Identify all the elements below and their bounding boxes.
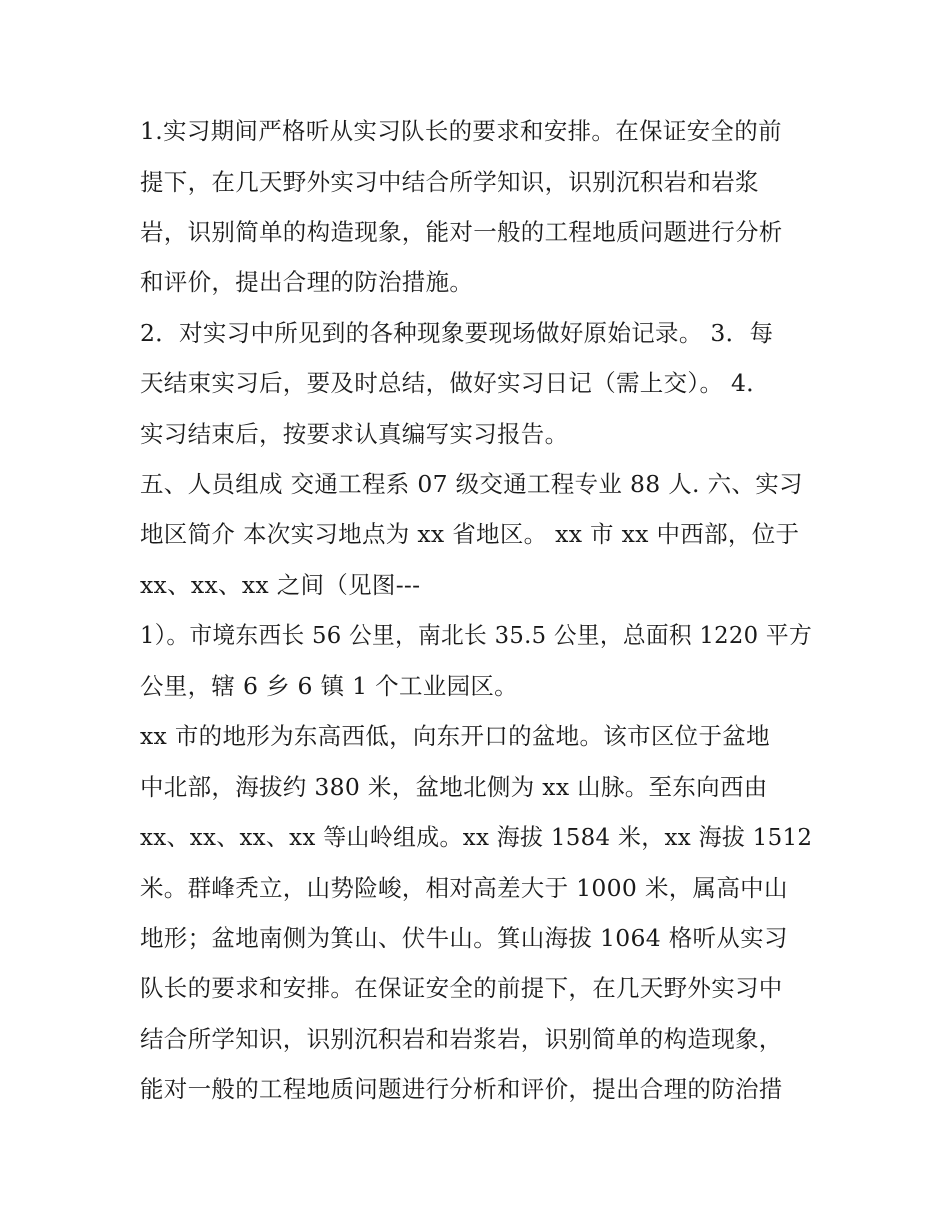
text-line: xx、xx、xx、xx 等山岭组成。xx 海拔 1584 米，xx 海拔 1512 [140, 823, 813, 851]
text-line: 能对一般的工程地质问题进行分析和评价，提出合理的防治措 [140, 1075, 783, 1103]
text-line: 1）。市境东西长 56 公里，南北长 35.5 公里，总面积 1220 平方 [140, 621, 812, 649]
text-line: 地形；盆地南侧为箕山、伏牛山。箕山海拔 1064 格听从实习 [140, 924, 788, 952]
text-line: 中北部，海拔约 380 米，盆地北侧为 xx 山脉。至东向西由 [140, 773, 768, 801]
text-line: 五、人员组成 交通工程系 07 级交通工程专业 88 人. 六、实习 [140, 470, 803, 498]
text-line: 队长的要求和安排。在保证安全的前提下，在几天野外实习中 [140, 974, 783, 1002]
text-line: xx 市的地形为东高西低，向东开口的盆地。该市区位于盆地 [140, 722, 770, 750]
text-line: 提下，在几天野外实习中结合所学知识，识别沉积岩和岩浆 [140, 168, 759, 196]
text-line: 天结束实习后，要及时总结，做好实习日记（需上交）。 4． [140, 369, 771, 397]
text-line: 结合所学知识，识别沉积岩和岩浆岩，识别简单的构造现象， [140, 1025, 783, 1053]
text-line: xx、xx、xx 之间（见图--- [140, 571, 421, 599]
text-line: 米。群峰秃立，山势险峻，相对高差大于 1000 米，属高中山 [140, 874, 788, 902]
text-line: 实习结束后，按要求认真编写实习报告。 [140, 420, 569, 448]
text-line: 公里，辖 6 乡 6 镇 1 个工业园区。 [140, 672, 518, 700]
text-line: 2．对实习中所见到的各种现象要现场做好原始记录。 3．每 [140, 319, 774, 347]
text-line: 1.实习期间严格听从实习队长的要求和安排。在保证安全的前 [140, 117, 782, 145]
text-line: 地区简介 本次实习地点为 xx 省地区。 xx 市 xx 中西部，位于 [140, 520, 800, 548]
text-line: 和评价，提出合理的防治措施。 [140, 268, 474, 296]
text-line: 岩，识别简单的构造现象，能对一般的工程地质问题进行分析 [140, 218, 783, 246]
